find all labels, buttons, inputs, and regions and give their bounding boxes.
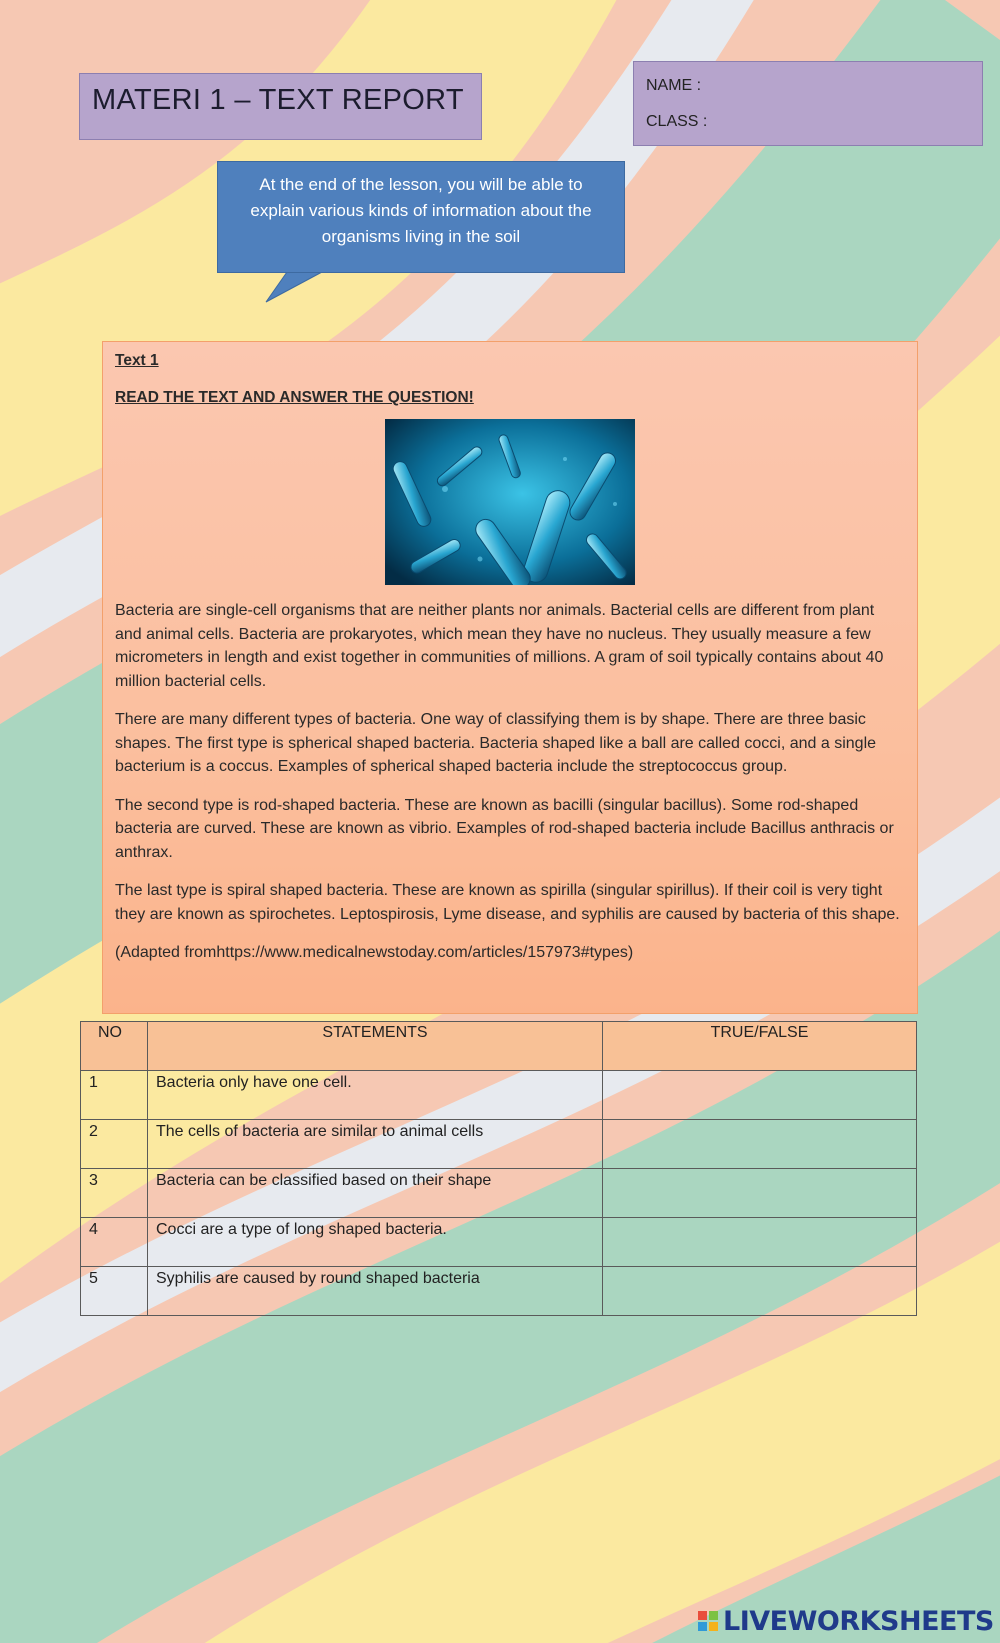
logo-blocks-icon: [697, 1610, 719, 1632]
worksheet-title: MATERI 1 – TEXT REPORT: [92, 84, 464, 116]
class-label: CLASS :: [646, 113, 708, 130]
row-number: 5: [81, 1267, 148, 1316]
table-row: [81, 1071, 917, 1120]
table-row: [81, 1120, 917, 1169]
reading-text-panel: [102, 341, 918, 1014]
paragraph-3: The second type is rod-shaped bacteria. These are known as bacilli (singular bacillus). Some rod-shaped bacteria are curved. These are known as vibrio. Examples of rod-shaped bacteria include Bacillus anthracis or anthrax.: [115, 796, 894, 861]
answer-cell[interactable]: [603, 1120, 917, 1169]
row-statement: Syphilis are caused by round shaped bacteria: [148, 1267, 603, 1316]
row-number: 1: [81, 1071, 148, 1120]
objective-callout: [217, 161, 625, 273]
table-header-row: [81, 1022, 917, 1071]
answer-cell[interactable]: [603, 1267, 917, 1316]
table-row: [81, 1169, 917, 1218]
table-row: [81, 1218, 917, 1267]
row-statement: The cells of bacteria are similar to animal cells: [148, 1120, 603, 1169]
liveworksheets-logo: [697, 1605, 994, 1637]
header-no: NO: [81, 1022, 148, 1071]
paragraph-2: There are many different types of bacteria. One way of classifying them is by shape. There are three basic shapes. The first type is spherical shaped bacteria. Bacteria shaped like a ball are called cocci, and a single bacterium is a coccus. Examples of spherical shaped bacteria include the streptococcus group.: [115, 711, 877, 775]
row-number: 4: [81, 1218, 148, 1267]
bacteria-image: [385, 419, 635, 585]
paragraph-4: The last type is spiral shaped bacteria. These are known as spirilla (singular spirillus). If their coil is very tight they are known as spirochetes. Leptospirosis, Lyme disease, and syphilis are caused by bacteria of this shape.: [115, 882, 900, 923]
header-statements: STATEMENTS: [148, 1022, 603, 1071]
true-false-table: [80, 1021, 917, 1316]
row-number: 3: [81, 1169, 148, 1218]
answer-cell[interactable]: [603, 1218, 917, 1267]
source-citation: (Adapted fromhttps://www.medicalnewstoday.com/articles/157973#types): [115, 944, 634, 961]
objective-text: At the end of the lesson, you will be able to explain various kinds of information about the organisms living in the soil: [250, 175, 592, 246]
row-statement: Bacteria only have one cell.: [148, 1071, 603, 1120]
row-number: 2: [81, 1120, 148, 1169]
brand-name: LIVEWORKSHEETS: [723, 1605, 994, 1637]
row-statement: Bacteria can be classified based on their shape: [148, 1169, 603, 1218]
paragraph-1: Bacteria are single-cell organisms that are neither plants nor animals. Bacterial cells are different from plant and animal cells. Bacteria are prokaryotes, which mean they have no nucleus. They usually measure a few micrometers in length and exist together in communities of millions. A gram of soil typically contains about 40 million bacterial cells.: [115, 602, 884, 690]
row-statement: Cocci are a type of long shaped bacteria.: [148, 1218, 603, 1267]
answer-cell[interactable]: [603, 1071, 917, 1120]
name-label: NAME :: [646, 77, 702, 94]
table-row: [81, 1267, 917, 1316]
text-instruction: READ THE TEXT AND ANSWER THE QUESTION!: [115, 389, 474, 406]
text-heading: Text 1: [115, 352, 159, 369]
header-true-false: TRUE/FALSE: [603, 1022, 917, 1071]
answer-cell[interactable]: [603, 1169, 917, 1218]
